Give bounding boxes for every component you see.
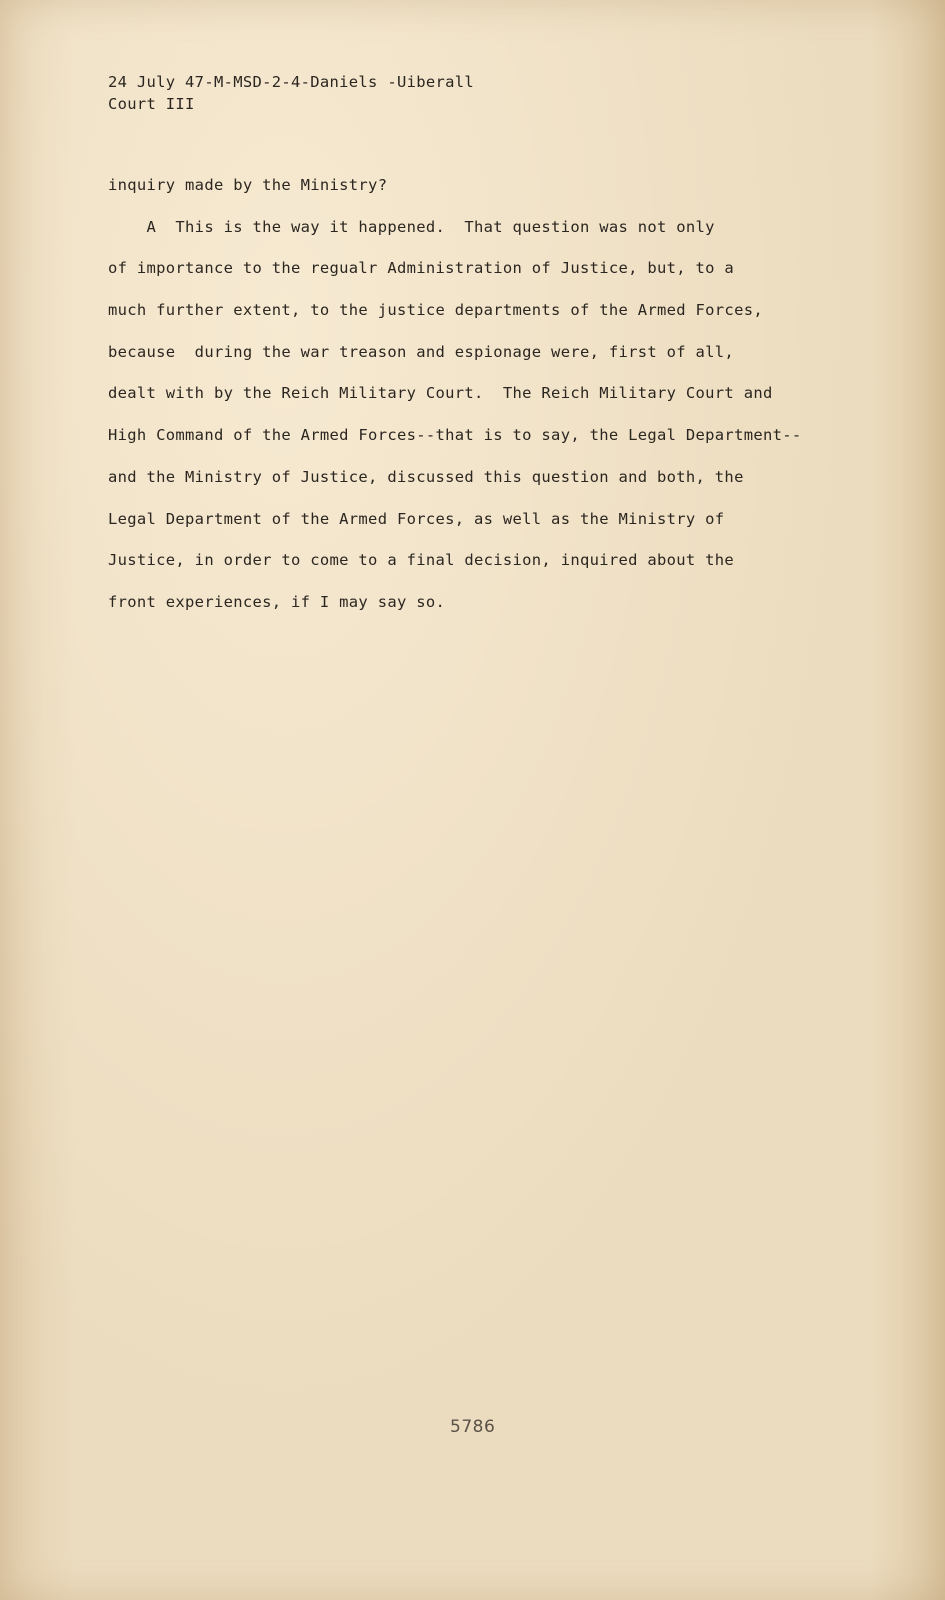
body-line: of importance to the regualr Administration of Justice, but, to a (108, 259, 735, 278)
body-line: Justice, in order to come to a final decision, inquired about the (108, 551, 735, 570)
body-line: inquiry made by the Ministry? (108, 176, 388, 194)
transcript-body (108, 174, 868, 633)
header-court-line: Court III (108, 95, 195, 113)
page-number: 5786 (450, 1417, 496, 1437)
body-line: front experiences, if I may say so. (108, 592, 446, 611)
body-line: and the Ministry of Justice, discussed this question and both, the (108, 467, 744, 486)
body-line: A This is the way it happened. That question was not only (108, 217, 715, 236)
body-line: much further extent, to the justice departments of the Armed Forces, (108, 301, 763, 320)
body-line: High Command of the Armed Forces--that is to say, the Legal Department-- (108, 426, 802, 445)
body-line: Legal Department of the Armed Forces, as well as the Ministry of (108, 509, 725, 528)
body-line: dealt with by the Reich Military Court. The Reich Military Court and (108, 384, 773, 403)
header-reference-line: 24 July 47-M-MSD-2-4-Daniels -Uiberall (108, 73, 475, 91)
body-line: because during the war treason and espionage were, first of all, (108, 342, 735, 361)
